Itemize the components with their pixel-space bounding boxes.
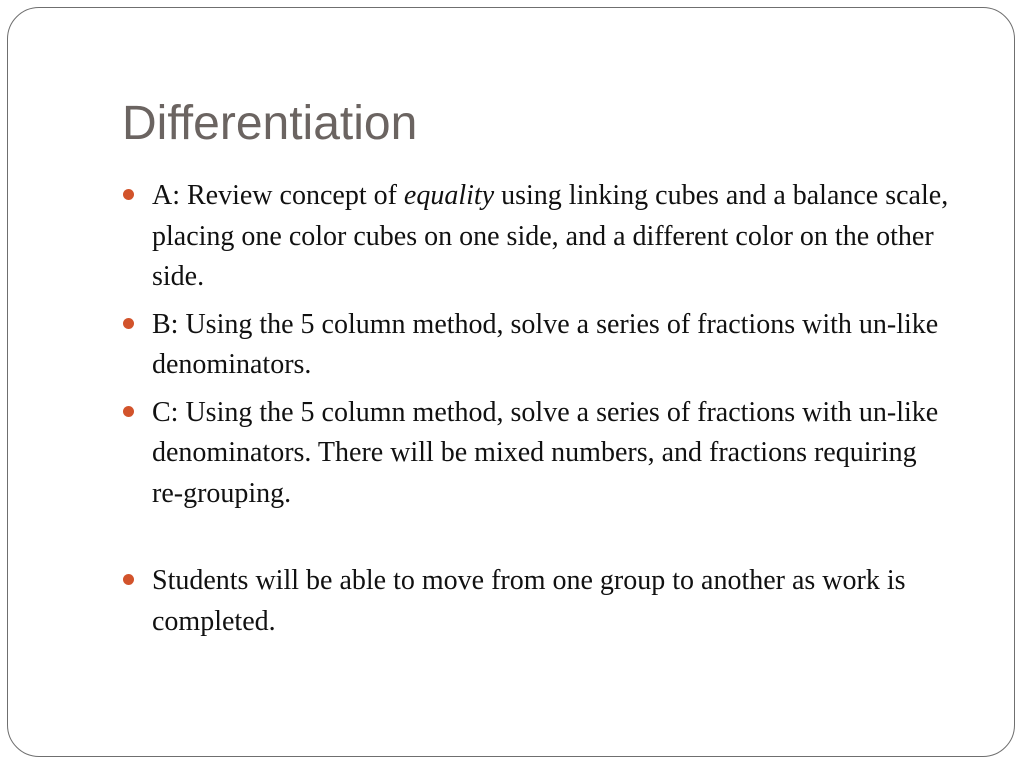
bullet-item-c bbox=[123, 393, 953, 515]
bullet-dot-icon bbox=[123, 406, 134, 417]
bullet-dot-icon bbox=[123, 318, 134, 329]
bullet-text-a-after: using linking cubes and a balance scale, placing one color cubes on one side, and a different color on the other side. bbox=[152, 180, 949, 292]
bullet-text-a bbox=[152, 180, 948, 292]
bullet-item-a bbox=[123, 176, 953, 298]
bullet-text-b: B: Using the 5 column method, solve a series of fractions with un-like denominators. bbox=[152, 308, 939, 380]
bullet-text-students: Students will be able to move from one group to another as work is completed. bbox=[152, 565, 906, 637]
bullet-item-b bbox=[123, 305, 953, 386]
slide-title: Differentiation bbox=[122, 97, 418, 150]
bullet-dot-icon bbox=[123, 574, 134, 585]
bullet-dot-icon bbox=[123, 189, 134, 200]
bullet-text-c: C: Using the 5 column method, solve a series of fractions with un-like denominators. There will be mixed numbers, and fractions requiring re-grouping. bbox=[152, 396, 939, 509]
emphasis-equality: equality bbox=[403, 180, 495, 211]
slide bbox=[7, 7, 1015, 757]
bullet-text-a-before: A: Review concept of bbox=[152, 180, 404, 211]
bullet-list bbox=[123, 176, 953, 649]
bullet-item-students bbox=[123, 561, 953, 642]
